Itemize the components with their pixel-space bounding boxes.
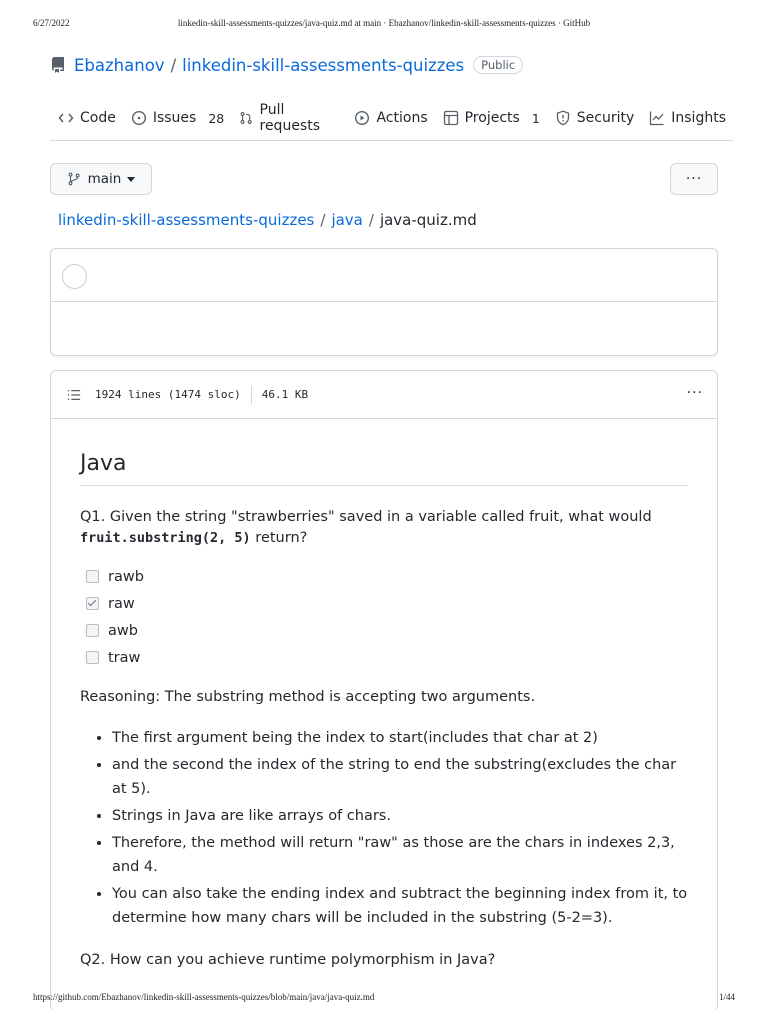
tab-insights[interactable]: [649, 110, 726, 126]
tab-pull-requests[interactable]: [239, 102, 339, 134]
checkbox-checked[interactable]: [86, 597, 99, 610]
print-header: [33, 18, 735, 32]
breadcrumb-file: java-quiz.md: [379, 211, 477, 229]
line-count: 1924 lines (1474 sloc): [95, 388, 241, 401]
checkbox[interactable]: [86, 624, 99, 637]
list-item: • The first argument being the index to start(includes that char at 2): [112, 726, 688, 750]
file-more-button[interactable]: ···: [686, 385, 703, 401]
print-title: linkedin-skill-assessments-quizzes/java-quiz.md at main · Ebazhanov/linkedin-skill-assessments-quizzes · GitHub: [177, 18, 591, 28]
tab-code[interactable]: [58, 110, 116, 126]
list-item: • Therefore, the method will return "raw" as those are the chars in indexes 2,3, and 4.: [112, 831, 688, 879]
tab-issues[interactable]: [131, 110, 224, 126]
repo-icon: [50, 57, 66, 73]
tab-security-label: Security: [576, 110, 635, 126]
question-1-tail: return?: [250, 530, 308, 546]
git-branch-icon: [67, 172, 81, 186]
print-url: https://github.com/Ebazhanov/linkedin-skill-assessments-quizzes/blob/main/java/java-quiz.md: [33, 992, 375, 1002]
latest-commit-box: [50, 248, 718, 356]
print-date: 6/27/2022: [33, 18, 70, 28]
option-label: raw: [108, 595, 135, 612]
tab-insights-label: Insights: [671, 110, 726, 126]
projects-count: 1: [531, 110, 540, 126]
list-item: • Strings in Java are like arrays of chars.: [112, 804, 688, 828]
file-size: 46.1 KB: [261, 388, 309, 401]
tab-security[interactable]: [555, 110, 635, 126]
code-icon: [58, 110, 74, 126]
pull-request-icon: [239, 110, 253, 126]
repo-header: [50, 52, 523, 78]
issue-icon: [131, 110, 147, 126]
print-page-number: 1/44: [718, 992, 735, 1002]
file-box: [50, 370, 718, 1011]
answer-option: [80, 644, 688, 671]
page-title: Java: [80, 449, 688, 486]
tab-pull-requests-label: Pull requests: [259, 102, 321, 134]
table-icon: [443, 110, 459, 126]
divider: [251, 386, 252, 404]
repo-owner-link[interactable]: Ebazhanov: [74, 55, 165, 75]
reasoning-list: [80, 726, 688, 930]
answer-option: [80, 563, 688, 590]
markdown-body: [80, 449, 688, 971]
question-1-code: fruit.substring(2, 5): [80, 530, 251, 546]
option-label: rawb: [108, 568, 144, 585]
checkbox[interactable]: [86, 570, 99, 583]
repo-nav: [50, 96, 733, 141]
question-1: [80, 507, 688, 549]
avatar[interactable]: [62, 264, 87, 289]
list-icon[interactable]: [67, 388, 81, 402]
graph-icon: [649, 110, 665, 126]
more-options-button[interactable]: ···: [670, 163, 718, 195]
tab-actions[interactable]: [354, 110, 427, 126]
tab-issues-label: Issues: [152, 110, 197, 126]
option-label: traw: [108, 649, 141, 666]
question-2: Q2. How can you achieve runtime polymorphism in Java?: [80, 952, 496, 968]
tab-code-label: Code: [80, 110, 116, 126]
answer-options: [80, 563, 688, 671]
tab-actions-label: Actions: [376, 110, 428, 126]
file-header: [51, 371, 717, 419]
option-label: awb: [108, 622, 138, 639]
question-1-text: Q1. Given the string "strawberries" saved in a variable called fruit, what would: [80, 509, 652, 525]
repo-name-link[interactable]: linkedin-skill-assessments-quizzes: [182, 55, 465, 75]
reasoning-text: Reasoning: The substring method is accepting two arguments.: [80, 689, 536, 705]
checkbox[interactable]: [86, 651, 99, 664]
list-item: • and the second the index of the string to end the substring(excludes the char at 5).: [112, 753, 688, 801]
repo-separator: /: [170, 55, 177, 75]
branch-name: main: [87, 171, 122, 187]
branch-selector[interactable]: [50, 163, 152, 195]
breadcrumb: [58, 211, 477, 229]
shield-icon: [555, 110, 571, 126]
answer-option: [80, 617, 688, 644]
play-icon: [354, 110, 370, 126]
tab-projects-label: Projects: [464, 110, 520, 126]
divider: [51, 301, 717, 302]
breadcrumb-separator: /: [320, 211, 326, 229]
print-footer: [33, 992, 735, 1006]
breadcrumb-folder-link[interactable]: java: [331, 211, 363, 229]
tab-projects[interactable]: [443, 110, 540, 126]
chevron-down-icon: [127, 177, 135, 182]
answer-option: [80, 590, 688, 617]
breadcrumb-separator: /: [368, 211, 374, 229]
issues-count: 28: [208, 110, 225, 126]
breadcrumb-repo-link[interactable]: linkedin-skill-assessments-quizzes: [58, 211, 315, 229]
list-item: • You can also take the ending index and subtract the beginning index from it, to determine how many chars will be included in the substring (5-2=3).: [112, 882, 688, 930]
visibility-badge: Public: [473, 56, 523, 74]
